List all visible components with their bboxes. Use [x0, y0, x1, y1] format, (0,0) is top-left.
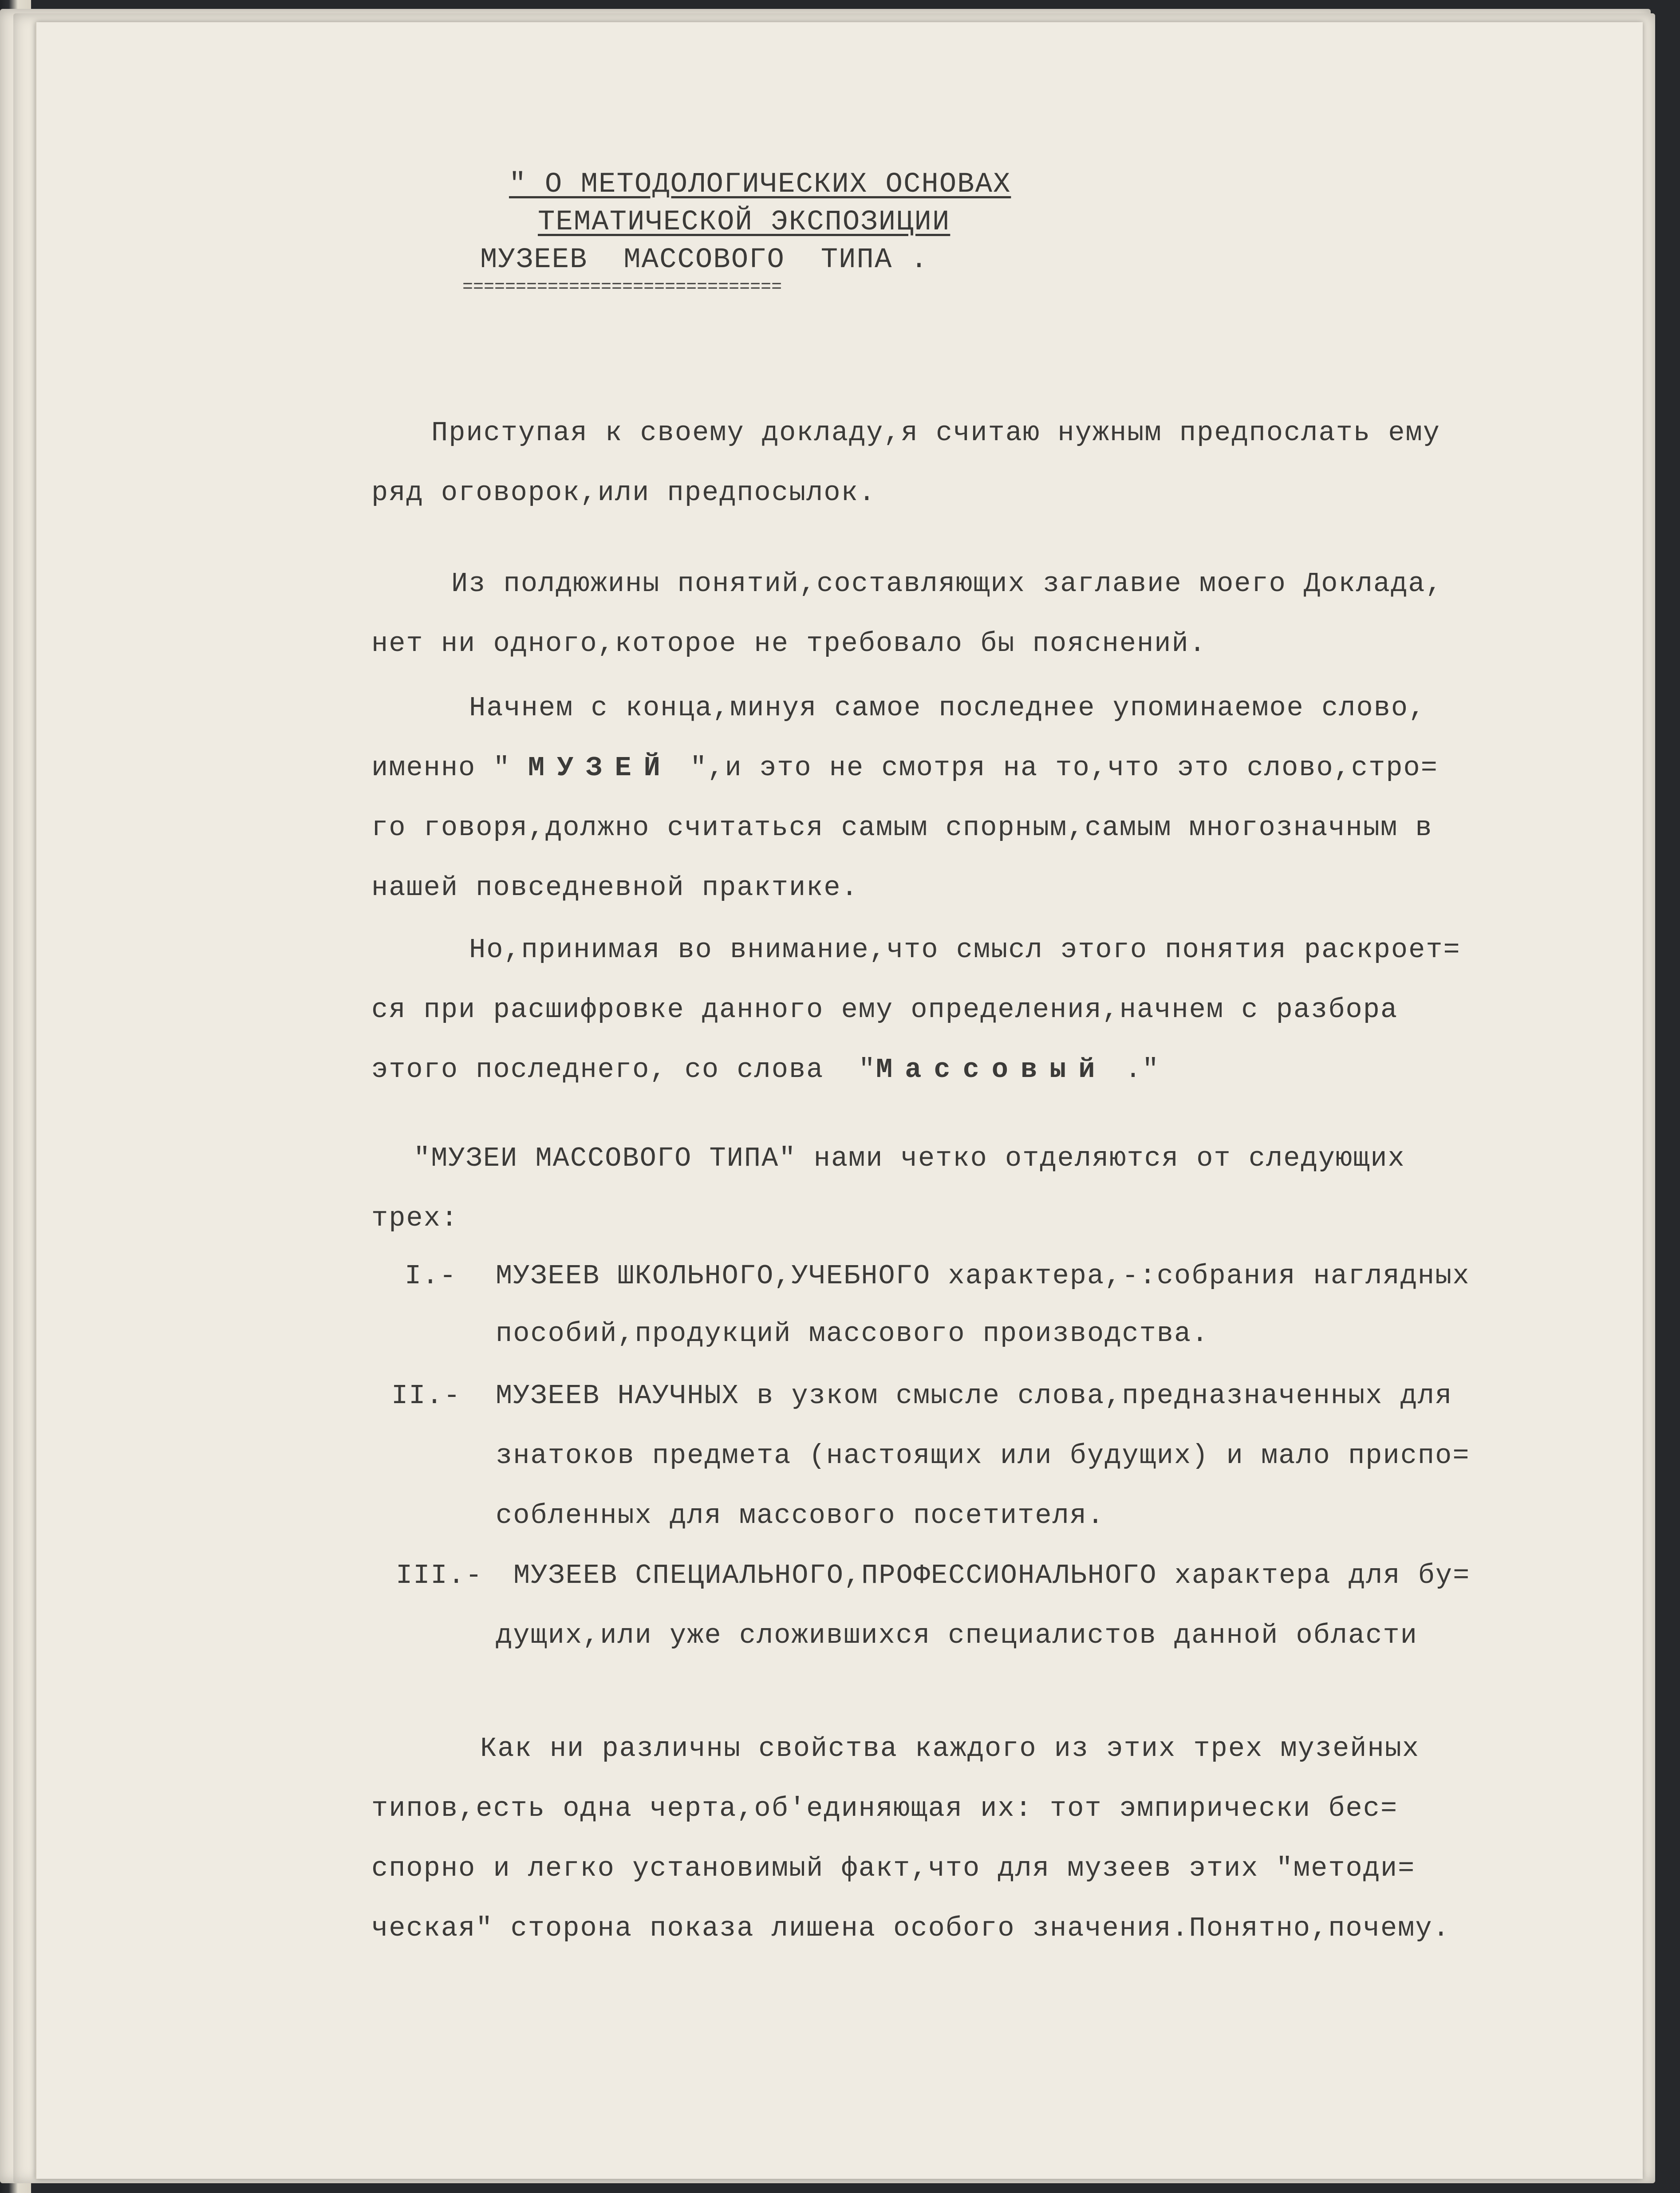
list-item-2-line-3: собленных для массового посетителя.	[496, 1500, 1105, 1531]
title-line-3: МУЗЕЕВ МАССОВОГО ТИПА .	[480, 244, 929, 276]
p3-line-1: Начнем с конца,минуя самое последнее упоминаемое слово,	[469, 692, 1426, 724]
p1-line-2: ряд оговорок,или предпосылок.	[371, 477, 876, 509]
list-item-2-number: II.-	[391, 1380, 461, 1412]
list-item-2-line-2: знатоков предмета (настоящих или будущих) и мало приспо=	[496, 1440, 1470, 1471]
p4-line-2: ся при расшифровке данного ему определения,начнем с разбора	[371, 994, 1398, 1026]
p5-line-2: трех:	[371, 1203, 459, 1234]
title-line-2: ТЕМАТИЧЕСКОЙ ЭКСПОЗИЦИИ	[538, 206, 950, 238]
p2-line-2: нет ни одного,которое не требовало бы пояснений.	[371, 628, 1207, 659]
document-page	[35, 22, 1643, 2179]
list-item-2-line-1: МУЗЕЕВ НАУЧНЫХ в узком смысле слова,предназначенных для	[496, 1380, 1453, 1412]
list-item-3-line-1: МУЗЕЕВ СПЕЦИАЛЬНОГО,ПРОФЕССИОНАЛЬНОГО характера для бу=	[513, 1560, 1471, 1591]
title-line-1: " О МЕТОДОЛОГИЧЕСКИХ ОСНОВАХ	[509, 169, 1011, 201]
p3-line-2: именно " МУЗЕЙ ",и это не смотря на то,что это слово,стро=	[371, 752, 1438, 784]
p5-line-1: "МУЗЕИ МАССОВОГО ТИПА" нами четко отделяются от следующих	[414, 1143, 1405, 1174]
p6-line-4: ческая" сторона показа лишена особого значения.Понятно,почему.	[371, 1913, 1450, 1944]
list-item-1-line-2: пособий,продукций массового производства.	[496, 1318, 1209, 1349]
list-item-3-number: III.-	[396, 1560, 483, 1591]
list-item-3-line-2: дущих,или уже сложившихся специалистов данной области	[496, 1620, 1418, 1651]
p6-line-3: спорно и легко установимый факт,что для музеев этих "методи=	[371, 1853, 1416, 1884]
emphasis-muzei: МУЗЕЙ	[528, 752, 673, 784]
emphasis-massovyi: Массовый	[875, 1054, 1108, 1085]
p2-line-1: Из полдюжины понятий,составляющих заглавие моего Доклада,	[451, 568, 1443, 600]
p6-line-2: типов,есть одна черта,об'единяющая их: тот эмпирически бес=	[371, 1793, 1398, 1824]
list-item-1-line-1: МУЗЕЕВ ШКОЛЬНОГО,УЧЕБНОГО характера,-:собрания наглядных	[496, 1260, 1470, 1292]
p4-line-3: этого последнего, со слова "Массовый ."	[371, 1054, 1160, 1085]
title-double-rule: ==============================	[462, 277, 782, 297]
p3-line-3: го говоря,должно считаться самым спорным,самым многозначным в	[371, 812, 1433, 844]
p4-line-1: Но,принимая во внимание,что смысл этого понятия раскроет=	[469, 934, 1461, 966]
p3-line-4: нашей повседневной практике.	[371, 872, 859, 903]
list-item-1-number: I.-	[405, 1260, 457, 1292]
p6-line-1: Как ни различны свойства каждого из этих трех музейных	[480, 1733, 1420, 1764]
p1-line-1: Приступая к своему докладу,я считаю нужным предпослать ему	[431, 417, 1440, 449]
